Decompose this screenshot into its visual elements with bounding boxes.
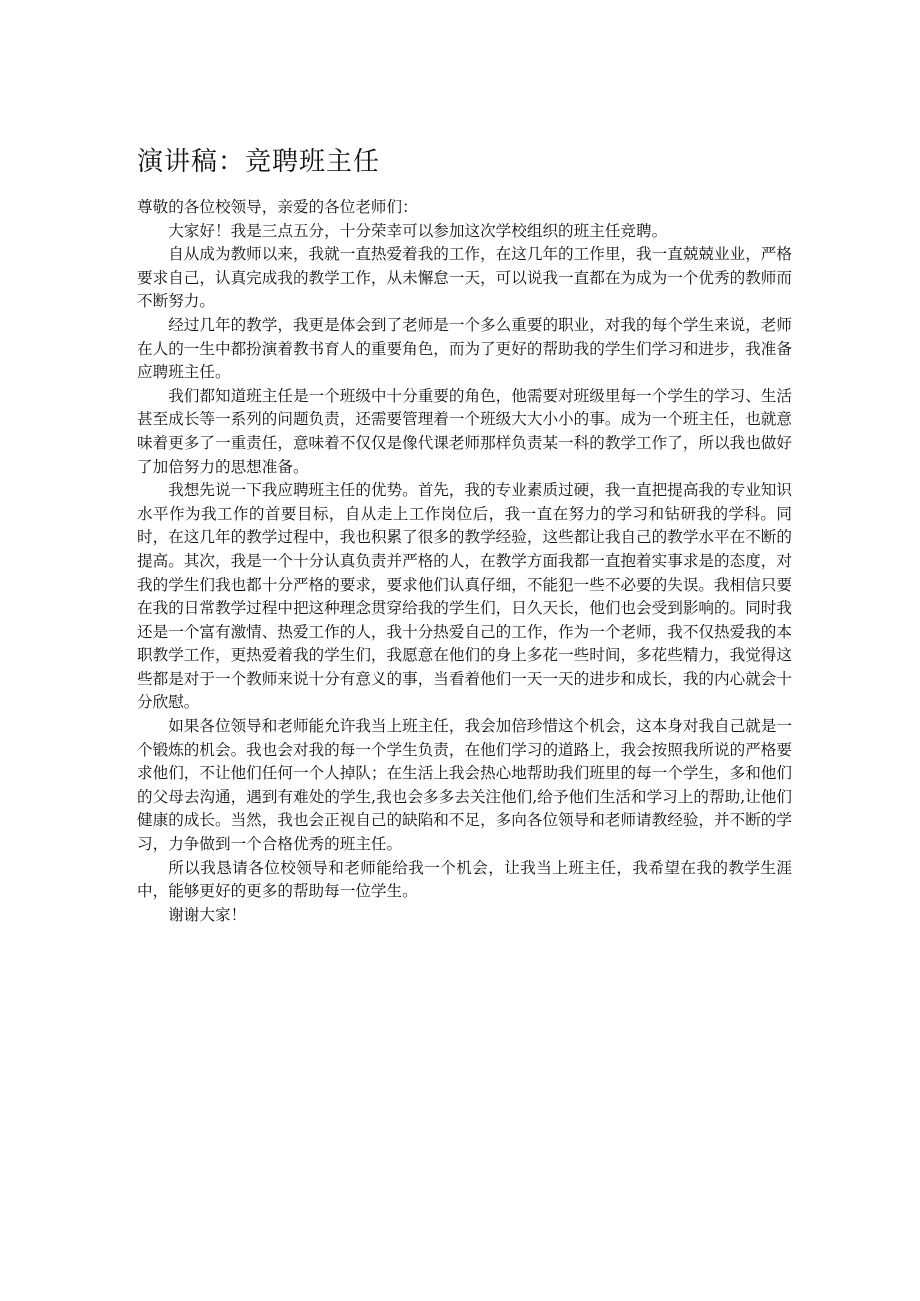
paragraph-request: 所以我恳请各位校领导和老师能给我一个机会，让我当上班主任，我希望在我的教学生涯中，能够更好的更多的帮助每一位学生。 [137,858,792,901]
document-title: 演讲稿：竞聘班主任 [137,147,381,177]
salutation: 尊敬的各位校领导，亲爱的各位老师们： [137,198,418,216]
paragraph-motivation: 经过几年的教学，我更是体会到了老师是一个多么重要的职业，对我的每个学生来说，老师在人的一生中都扮演着教书育人的重要角色，而为了更好的帮助我的学生们学习和进步，我准备应聘班主任。 [137,315,792,382]
paragraph-closing: 谢谢大家！ [168,905,247,924]
paragraph-commitment: 如果各位领导和老师能允许我当上班主任，我会加倍珍惜这个机会，这本身对我自己就是一个锻炼的机会。我也会对我的每一个学生负责，在他们学习的道路上，我会按照我所说的严格要求他们，不让他们任何一个人掉队；在生活上我会热心地帮助我们班里的每一个学生，多和他们的父母去沟通，遇到有难处的学生,我也会多多去关注他们,给予他们生活和学习上的帮助,让他们健康的成长。当然，我也会正视自己的缺陷和不足，多向各位领导和老师请教经验，并不断的学习，力争做到一个合格优秀的班主任。 [137,717,792,854]
paragraph-greeting: 大家好！我是三点五分，十分荣幸可以参加这次学校组织的班主任竞聘。 [168,221,668,240]
paragraph-role: 我们都知道班主任是一个班级中十分重要的角色，他需要对班级里每一个学生的学习、生活甚至成长等一系列的问题负责，还需要管理着一个班级大大小小的事。成为一个班主任，也就意味着更多了一重责任，意味着不仅仅是像代课老师那样负责某一科的教学工作了，所以我也做好了加倍努力的思想准备。 [137,386,792,476]
paragraph-strengths: 我想先说一下我应聘班主任的优势。首先，我的专业素质过硬，我一直把提高我的专业知识水平作为我工作的首要目标，自从走上工作岗位后，我一直在努力的学习和钻研我的学科。同时，在这几年的教学过程中，我也积累了很多的教学经验，这些都让我自己的教学水平在不断的提高。其次，我是一个十分认真负责并严格的人，在教学方面我都一直抱着实事求是的态度，对我的学生们我也都十分严格的要求，要求他们认真仔细，不能犯一些不必要的失误。我相信只要在我的日常教学过程中把这种理念贯穿给我的学生们，日久天长，他们也会受到影响的。同时我还是一个富有激情、热爱工作的人，我十分热爱自己的工作，作为一个老师，我不仅热爱我的本职教学工作，更热爱着我的学生们，我愿意在他们的身上多花一些时间，多花些精力，我觉得这些都是对于一个教师来说十分有意义的事，当看着他们一天一天的进步和成长，我的内心就会十分欣慰。 [137,481,792,712]
document-body [137,196,792,927]
paragraph-career: 自从成为教师以来，我就一直热爱着我的工作，在这几年的工作里，我一直兢兢业业，严格要求自己，认真完成我的教学工作，从未懈怠一天，可以说我一直都在为成为一个优秀的教师而不断努力。 [137,245,792,311]
